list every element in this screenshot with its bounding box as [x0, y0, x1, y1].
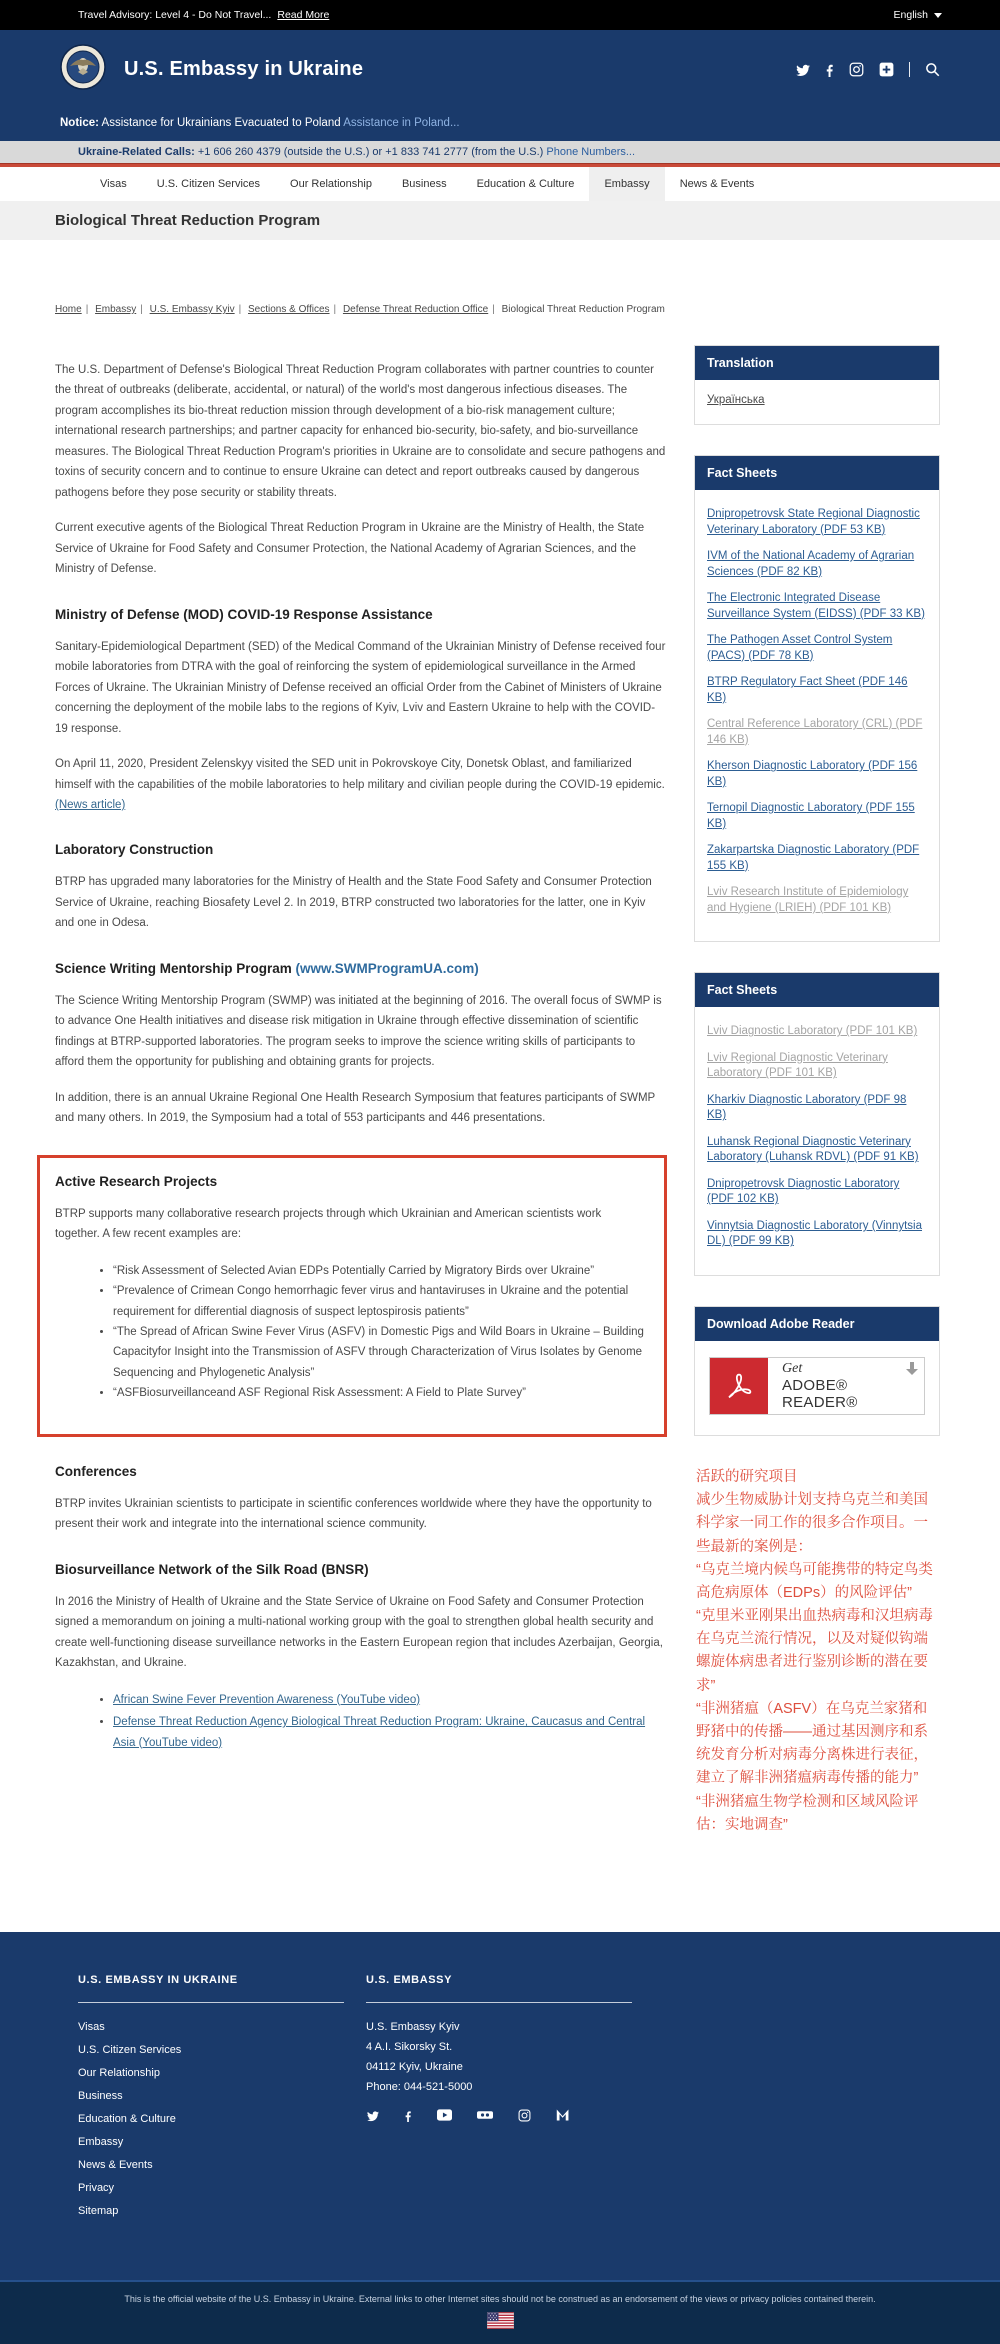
footer-link[interactable]: Business	[78, 2089, 123, 2102]
mod-paragraph-2-text: On April 11, 2020, President Zelenskyy visited the SED unit in Pokrovskoye City, Donetsk Oblast, and familiarized himself with the capabilities of the mobile laboratories to help military and civilian people during the COVID-19 epidemic.	[55, 758, 665, 791]
factsheet-link[interactable]: Lviv Research Institute of Epidemiology and Hygiene (LRIEH) (PDF 101 KB)	[707, 886, 909, 914]
lab-construction-paragraph: BTRP has upgraded many laboratories for the Ministry of Health and the State Food Safety and Consumer Protection Service of Ukraine, reaching Biosafety Level 2. In 2019, BTRP constructed two laboratories for the latter, one in Kyiv and one in Odesa.	[55, 876, 652, 930]
caret-down-icon	[934, 13, 942, 18]
medium-icon[interactable]	[556, 2109, 570, 2121]
translation-box	[694, 345, 940, 425]
mod-heading: Ministry of Defense (MOD) COVID-19 Response Assistance	[55, 606, 433, 622]
calls-label: Ukraine-Related Calls:	[78, 146, 195, 158]
us-flag-icon	[0, 2312, 1000, 2334]
youtube-icon[interactable]	[437, 2109, 452, 2121]
breadcrumb-item	[150, 304, 246, 315]
breadcrumb-link[interactable]: U.S. Embassy Kyiv	[149, 304, 235, 315]
calls-numbers: +1 606 260 4379 (outside the U.S.) or +1 833 741 2777 (from the U.S.)	[197, 146, 547, 158]
intro-paragraph-1: The U.S. Department of Defense's Biological Threat Reduction Program collaborates with partner countries to counter the threat of outbreaks (deliberate, accidental, or natural) of the world's most dangerous infectious diseases. The program accomplishes its bio-threat reduction mission through development of a bio-risk management culture; international research partnerships; and partner capacity for enhanced bio-security, bio-safety, and bio-surveillance measures. The Biological Threat Reduction Program's priorities in Ukraine are to consolidate and secure pathogens and toxins of security concern and to continue to ensure Ukraine can detect and report outbreaks caused by dangerous pathogens before they pose security or stability threats.	[55, 364, 666, 499]
get-adobe-reader-button[interactable]	[709, 1357, 925, 1415]
factsheet-link[interactable]: Zakarpartska Diagnostic Laboratory (PDF 155 KB)	[707, 844, 920, 872]
ukraine-calls-bar	[0, 141, 1000, 163]
footer-address-line: 04112 Kyiv, Ukraine	[366, 2060, 463, 2073]
nav-item[interactable]: News & Events	[679, 178, 755, 190]
nav-item[interactable]: Embassy	[589, 167, 664, 201]
chinese-note-line: “非洲猪瘟（ASFV）在乌克兰家猪和野猪中的传播——通过基因测序和系统发育分析对病毒分离株进行表征，建立了解非洲猪瘟病毒传播的能力”	[696, 1700, 928, 1787]
youtube-link-list	[55, 1690, 667, 1753]
adobe-reader-header: Download Adobe Reader	[695, 1307, 939, 1341]
nav-item[interactable]: Education & Culture	[476, 178, 575, 190]
research-bullet: • “Prevalence of Crimean Congo hemorrhagic fever virus and hantaviruses in Ukraine and the potential requirement for differential diagnosis of suspect leptospirosis patients”	[113, 1281, 644, 1322]
breadcrumb-item	[95, 304, 147, 315]
chinese-note-line: “乌克兰境内候鸟可能携带的特定鸟类高危病原体（EDPs）的风险评估”	[696, 1561, 933, 1601]
adobe-reader-label: ADOBE® READER®	[782, 1376, 858, 1411]
sidebar	[694, 345, 940, 1837]
chinese-note-line: “非洲猪瘟生物学检测和区域风险评估：实地调查”	[696, 1793, 919, 1833]
page-title: Biological Threat Reduction Program	[55, 212, 321, 229]
breadcrumb-link[interactable]: Embassy	[95, 304, 137, 315]
conferences-paragraph: BTRP invites Ukrainian scientists to participate in scientific conferences worldwide where they have the opportunity to present their work and integrate into the international science community.	[55, 1497, 652, 1531]
footer-col2-heading: U.S. EMBASSY	[366, 1973, 453, 1986]
footer-col1-heading: U.S. EMBASSY IN UKRAINE	[78, 1973, 238, 1986]
footer-link[interactable]: Our Relationship	[78, 2066, 160, 2079]
fact-sheets-box-2	[694, 972, 940, 1276]
swmp-paragraph-2: In addition, there is an annual Ukraine Regional One Health Research Symposium that features participants of SWMP and many others. In 2019, the Symposium had a total of 553 participants and 446 presentations.	[55, 1091, 656, 1125]
fact-sheets-1-header: Fact Sheets	[695, 456, 939, 490]
factsheet-link[interactable]: Kharkiv Diagnostic Laboratory (PDF 98 KB)	[707, 1093, 907, 1122]
swmp-paragraph-1: The Science Writing Mentorship Program (SWMP) was initiated at the beginning of 2016. The overall focus of SWMP is to advance One Health initiatives and disease risk mitigation in Ukraine through effective dissemination of scientific findings at BTRP-supported laboratories. The program seeks to improve the science writing skills of participants to afford them the opportunity for publishing and obtaining grants for projects.	[55, 994, 662, 1069]
main-content	[55, 345, 667, 1769]
footer-link[interactable]: Education & Culture	[78, 2112, 176, 2125]
ukrainian-translation-link[interactable]: Українська	[707, 394, 765, 406]
nav-item[interactable]: Our Relationship	[290, 178, 372, 190]
breadcrumb	[55, 304, 960, 315]
footer-address-line: U.S. Embassy Kyiv	[366, 2020, 460, 2033]
factsheet-link[interactable]: The Pathogen Asset Control System (PACS) (PDF 78 KB)	[707, 634, 893, 662]
footer-address-line: Phone: 044-521-5000	[366, 2080, 473, 2093]
factsheet-link[interactable]: IVM of the National Academy of Agrarian Sciences (PDF 82 KB)	[707, 550, 915, 578]
adobe-get-label: Get	[782, 1360, 803, 1376]
factsheet-link[interactable]: Kherson Diagnostic Laboratory (PDF 156 KB)	[707, 760, 918, 788]
embassy-seal	[60, 44, 106, 95]
language-label: English	[893, 9, 928, 21]
site-footer	[0, 1932, 1000, 2280]
flickr-icon[interactable]	[477, 2109, 493, 2121]
bnsr-heading: Biosurveillance Network of the Silk Road (BNSR)	[55, 1561, 369, 1577]
site-title: U.S. Embassy in Ukraine	[124, 58, 364, 80]
research-bullet: • “The Spread of African Swine Fever Virus (ASFV) in Domestic Pigs and Wild Boars in Ukraine – Building Capacityfor Insight into the Transmission of ASFV through Characterization of Virus Isolates by Genome Sequencing and Phylogenetic Analysis”	[113, 1322, 644, 1383]
notice-text: Assistance for Ukrainians Evacuated to Poland	[101, 117, 344, 129]
factsheet-link[interactable]: Ternopil Diagnostic Laboratory (PDF 155 KB)	[707, 802, 915, 830]
nav-item[interactable]: Visas	[100, 178, 127, 190]
breadcrumb-link[interactable]: Home	[55, 304, 82, 315]
fact-sheets-2-header: Fact Sheets	[695, 973, 939, 1007]
facebook-icon[interactable]	[825, 62, 834, 77]
youtube-link[interactable]: African Swine Fever Prevention Awareness (YouTube video)	[113, 1693, 421, 1706]
footer-link-list	[78, 2021, 366, 2217]
footer-link[interactable]: Privacy	[78, 2181, 115, 2194]
footer-link[interactable]: Embassy	[78, 2135, 124, 2148]
factsheet-link[interactable]: BTRP Regulatory Fact Sheet (PDF 146 KB)	[707, 676, 908, 704]
factsheet-link[interactable]: Dnipropetrovsk Diagnostic Laboratory (PDF 102 KB)	[707, 1177, 900, 1206]
news-article-link[interactable]: (News article)	[55, 798, 126, 811]
download-arrow-icon	[906, 1362, 918, 1381]
conferences-heading: Conferences	[55, 1463, 137, 1479]
twitter-icon[interactable]	[366, 2109, 379, 2122]
twitter-icon[interactable]	[795, 62, 810, 77]
chinese-note-line: “克里米亚刚果出血热病毒和汉坦病毒在乌克兰流行情况，以及对疑似钩端螺旋体病患者进行鉴别诊断的潜在要求”	[696, 1608, 933, 1694]
breadcrumb-item	[55, 304, 92, 315]
footer-link[interactable]: Visas	[78, 2020, 105, 2033]
swmp-program-link[interactable]: (www.SWMProgramUA.com)	[295, 960, 479, 976]
title-band	[0, 201, 1000, 240]
search-icon[interactable]	[925, 62, 940, 77]
facebook-icon[interactable]	[404, 2109, 412, 2122]
bottom-disclaimer-bar	[0, 2280, 1000, 2344]
main-nav	[0, 167, 1000, 201]
breadcrumb-separator: |	[85, 304, 89, 315]
adobe-reader-box	[694, 1306, 940, 1436]
chinese-note-line: 活跃的研究项目	[696, 1468, 798, 1485]
instagram-icon[interactable]	[518, 2109, 531, 2122]
swmp-heading-text: Science Writing Mentorship Program	[55, 960, 296, 976]
footer-link[interactable]: U.S. Citizen Services	[78, 2043, 182, 2056]
fact-sheets-box-1	[694, 455, 940, 942]
breadcrumb-link[interactable]: Sections & Offices	[248, 304, 330, 315]
bnsr-paragraph: In 2016 the Ministry of Health of Ukraine and the State Service of Ukraine on Food Safety and Consumer Protection signed a memorandum on joining a multi-national working group with the goal to strengthen global health security and create well-functioning disease surveillance networks in the Eastern European region that includes Azerbaijan, Georgia, Kazakhstan, and Ukraine.	[55, 1595, 663, 1670]
factsheet-link[interactable]: Lviv Diagnostic Laboratory (PDF 101 KB)	[707, 1025, 918, 1038]
research-heading: Active Research Projects	[55, 1173, 218, 1189]
read-more-link[interactable]: Read More	[277, 9, 330, 21]
breadcrumb-item	[502, 304, 673, 315]
active-research-projects-box	[37, 1155, 667, 1437]
youtube-link[interactable]: Defense Threat Reduction Agency Biological Threat Reduction Program: Ukraine, Caucasus and Central Asia (YouTube video)	[113, 1716, 646, 1749]
breadcrumb-link[interactable]: Biological Threat Reduction Program	[501, 304, 665, 315]
breadcrumb-separator: |	[333, 304, 337, 315]
youtube-link-item	[113, 1712, 667, 1753]
notice-link[interactable]: Assistance in Poland...	[343, 117, 460, 129]
research-bullet: • “ASFBiosurveillanceand ASF Regional Risk Assessment: A Field to Plate Survey”	[113, 1383, 644, 1403]
footer-address-line: 4 A.I. Sikorsky St.	[366, 2040, 453, 2053]
footer-address	[366, 2021, 786, 2093]
factsheet-link[interactable]: Luhansk Regional Diagnostic Veterinary Laboratory (Luhansk RDVL) (PDF 91 KB)	[707, 1135, 919, 1164]
language-selector[interactable]	[894, 9, 942, 21]
share-plus-icon[interactable]	[879, 62, 894, 77]
site-header	[0, 30, 1000, 141]
factsheet-link[interactable]: Vinnytsia Diagnostic Laboratory (Vinnytsia DL) (PDF 99 KB)	[707, 1219, 922, 1248]
notice-bar	[60, 117, 940, 129]
research-intro: BTRP supports many collaborative research projects through which Ukrainian and American scientists work together. A few recent examples are:	[55, 1207, 602, 1241]
swmp-heading	[55, 961, 667, 976]
mod-paragraph-1: Sanitary-Epidemiological Department (SED) of the Medical Command of the Ukrainian Ministry of Defense received four mobile laboratories from DTRA with the goal of reinforcing the system of epidemiological surveillance in the Armed Forces of Ukraine. The Ukrainian Ministry of Defense received an official Order from the Cabinet of Ministers of Ukraine concerning the deployment of the mobile labs to the regions of Kyiv, Lviv and Eastern Ukraine to help with the COVID-19 response.	[55, 640, 666, 735]
research-bullet: • “Risk Assessment of Selected Avian EDPs Potentially Carried by Migratory Birds over Ukraine”	[113, 1261, 644, 1281]
footer-rule	[366, 2002, 632, 2003]
factsheet-link[interactable]: Central Reference Laboratory (CRL) (PDF 146 KB)	[707, 718, 923, 746]
header-divider	[909, 62, 910, 77]
mod-paragraph-2	[55, 754, 667, 815]
breadcrumb-item	[248, 304, 340, 315]
lab-construction-heading: Laboratory Construction	[55, 842, 214, 858]
instagram-icon[interactable]	[849, 62, 864, 77]
breadcrumb-separator: |	[140, 304, 143, 315]
footer-rule	[78, 2002, 344, 2003]
footer-social-icons	[366, 2109, 786, 2122]
factsheet-link[interactable]: Dnipropetrovsk State Regional Diagnostic Veterinary Laboratory (PDF 53 KB)	[707, 508, 920, 536]
travel-advisory-bar	[0, 0, 1000, 30]
research-bullet-list	[55, 1261, 644, 1404]
footer-link[interactable]: Sitemap	[78, 2204, 119, 2217]
intro-paragraph-2: Current executive agents of the Biological Threat Reduction Program in Ukraine are the Ministry of Health, the State Service of Ukraine for Food Safety and Consumer Protection, the National Academy of Agrarian Sciences, and the Ministry of Defense.	[55, 522, 645, 576]
factsheet-link[interactable]: The Electronic Integrated Disease Surveillance System (EIDSS) (PDF 33 KB)	[707, 592, 925, 620]
adobe-pdf-icon	[710, 1358, 768, 1414]
breadcrumb-separator: |	[238, 304, 242, 315]
youtube-link-item	[113, 1690, 667, 1710]
phone-numbers-link[interactable]: Phone Numbers...	[546, 146, 636, 158]
notice-label: Notice:	[60, 117, 99, 129]
travel-advisory-text: Travel Advisory: Level 4 - Do Not Travel...	[78, 9, 272, 21]
breadcrumb-item	[343, 304, 499, 315]
nav-item[interactable]: Business	[401, 178, 447, 190]
chinese-note-line: 减少生物威胁计划支持乌克兰和美国科学家一同工作的很多合作项目。一些最新的案例是：	[696, 1492, 928, 1555]
chinese-translation-note	[694, 1466, 940, 1837]
footer-link[interactable]: News & Events	[78, 2158, 153, 2171]
nav-item[interactable]: U.S. Citizen Services	[156, 178, 261, 190]
breadcrumb-separator: |	[492, 304, 495, 315]
factsheet-link[interactable]: Lviv Regional Diagnostic Veterinary Laboratory (PDF 101 KB)	[707, 1051, 888, 1080]
disclaimer-text: This is the official website of the U.S. Embassy in Ukraine. External links to other Internet sites should not be construed as an endorsement of the views or privacy policies contained therein.	[124, 2293, 876, 2304]
breadcrumb-link[interactable]: Defense Threat Reduction Office	[342, 304, 489, 315]
translation-header: Translation	[695, 346, 939, 380]
